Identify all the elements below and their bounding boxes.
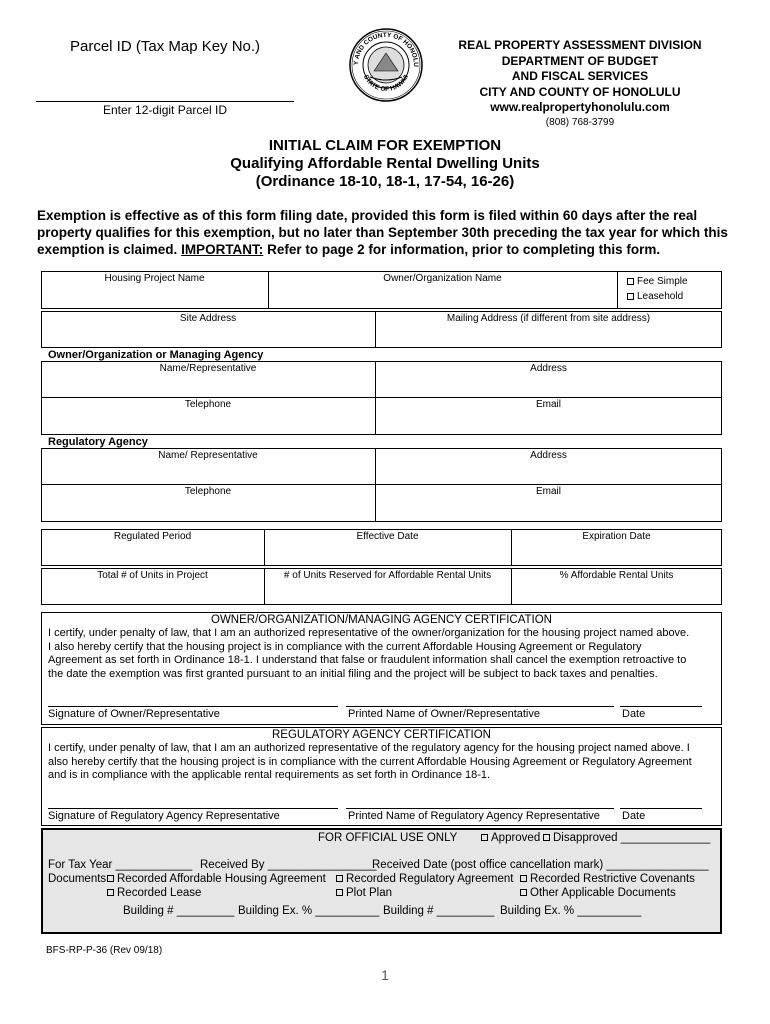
doc-option-agreement[interactable] xyxy=(107,873,326,885)
intro-text-part2: Refer to page 2 for information, prior to completing this form. xyxy=(263,242,661,257)
owner-email-field[interactable]: Email xyxy=(535,399,561,410)
page-number: 1 xyxy=(381,967,389,983)
leasehold-option[interactable] xyxy=(627,291,683,302)
owner-section-heading: Owner/Organization or Managing Agency xyxy=(48,349,264,361)
svg-text:STATE OF HAWAII: STATE OF HAWAII xyxy=(361,73,411,94)
agency-website: www.realpropertyhonolulu.com xyxy=(490,100,670,114)
owner-cert-line-3: Agreement as set forth in Ordinance 18-1. I understand that false or fraudulent information shall cancel the exemption retroactive to xyxy=(48,654,687,666)
doc-option-plot-plan[interactable] xyxy=(336,887,392,899)
site-address-field[interactable]: Site Address xyxy=(179,313,237,324)
leasehold-checkbox[interactable] xyxy=(627,293,634,300)
reg-date-label: Date xyxy=(622,810,646,822)
reg-cert-line-1: I certify, under penalty of law, that I am an authorized representative of the regulatory agency for the housing project named above. I xyxy=(48,742,690,754)
parcel-id-input-line[interactable] xyxy=(36,101,294,102)
reg-signature-line[interactable] xyxy=(48,808,338,809)
owner-cert-heading: OWNER/ORGANIZATION/MANAGING AGENCY CERTIFICATION xyxy=(211,614,552,626)
agency-block xyxy=(440,38,720,129)
owner-date-line[interactable] xyxy=(620,706,702,707)
reg-telephone-field[interactable]: Telephone xyxy=(184,486,232,497)
doc-option-lease[interactable] xyxy=(107,887,201,899)
reg-printed-name-label: Printed Name of Regulatory Agency Representative xyxy=(348,810,600,822)
owner-telephone-field[interactable]: Telephone xyxy=(184,399,232,410)
mailing-address-field[interactable]: Mailing Address (if different from site address) xyxy=(446,313,651,324)
owner-printed-name-line[interactable] xyxy=(346,706,614,707)
intro-important: IMPORTANT: xyxy=(181,242,264,257)
tax-year-field[interactable]: For Tax Year ____________ xyxy=(48,859,193,871)
owner-address-field[interactable]: Address xyxy=(530,363,567,374)
owner-cert-line-2: I also hereby certify that the housing project is in compliance with the current Affordable Housing Agreement or Regulatory xyxy=(48,640,642,653)
doc-agreement-checkbox[interactable] xyxy=(107,875,114,882)
reg-date-line[interactable] xyxy=(620,808,702,809)
agency-line-3: AND FISCAL SERVICES xyxy=(511,69,649,83)
leasehold-label: Leasehold xyxy=(637,291,684,302)
disapproved-option[interactable] xyxy=(543,832,710,844)
owner-signature-line[interactable] xyxy=(48,706,338,707)
reg-printed-name-line[interactable] xyxy=(346,808,614,809)
doc-lease-label: Recorded Lease xyxy=(117,887,202,899)
expiration-date-field[interactable]: Expiration Date xyxy=(582,531,651,542)
owner-date-label: Date xyxy=(622,708,646,720)
owner-cert-line-4: the date the exemption was first granted pursuant to an initial filing and the project will be subject to back taxes and penalties. xyxy=(48,667,658,680)
agency-line-1: REAL PROPERTY ASSESSMENT DIVISION xyxy=(458,38,702,52)
reg-address-field[interactable]: Address xyxy=(530,450,567,461)
owner-cert-line-1: I certify, under penalty of law, that I am an authorized representative of the owner/organization for the housing project named above. xyxy=(48,627,690,639)
documents-label: Documents xyxy=(48,873,107,885)
reg-cert-heading: REGULATORY AGENCY CERTIFICATION xyxy=(272,729,491,741)
reg-email-field[interactable]: Email xyxy=(535,486,561,497)
owner-name-rep-field[interactable]: Name/Representative xyxy=(159,363,257,374)
fee-simple-label: Fee Simple xyxy=(637,276,688,287)
total-units-field[interactable]: Total # of Units in Project xyxy=(97,570,208,581)
intro-text xyxy=(37,207,737,258)
doc-plot-plan-checkbox[interactable] xyxy=(336,889,343,896)
building-number-2-field[interactable]: Building # _________ xyxy=(383,905,495,917)
reg-cert-line-2: also hereby certify that the housing project is in compliance with the current Affordable Housing Agreement or Regulatory Agreement xyxy=(48,755,692,768)
effective-date-field[interactable]: Effective Date xyxy=(356,531,419,542)
building-ex-2-field[interactable]: Building Ex. % __________ xyxy=(500,905,642,917)
owner-org-name-field[interactable]: Owner/Organization Name xyxy=(383,273,502,284)
owner-signature-label: Signature of Owner/Representative xyxy=(48,708,220,720)
disapproved-checkbox[interactable] xyxy=(543,834,550,841)
disapproved-label: Disapproved ______________ xyxy=(553,832,711,844)
owner-cert-text xyxy=(48,627,720,681)
official-use-heading: FOR OFFICIAL USE ONLY xyxy=(318,832,458,844)
received-by-field[interactable]: Received By _________________ xyxy=(200,859,377,871)
agency-line-4: CITY AND COUNTY OF HONOLULU xyxy=(479,84,681,99)
svg-text:CITY AND COUNTY OF HONOLULU: Y AND COUNTY OF HONOLU xyxy=(352,31,420,68)
reg-section-heading: Regulatory Agency xyxy=(48,436,148,448)
regulated-period-field[interactable]: Regulated Period xyxy=(113,531,192,542)
received-date-field[interactable]: Received Date (post office cancellation mark) ________________ xyxy=(372,859,709,871)
form-number: BFS-RP-P-36 (Rev 09/18) xyxy=(46,945,163,956)
doc-option-covenants[interactable] xyxy=(520,873,695,885)
parcel-hint: Enter 12-digit Parcel ID xyxy=(103,103,228,117)
doc-regulatory-label: Recorded Regulatory Agreement xyxy=(346,873,514,885)
title-line-3: (Ordinance 18-10, 18-1, 17-54, 16-26) xyxy=(255,173,515,190)
form-title xyxy=(0,137,770,191)
building-number-1-field[interactable]: Building # _________ xyxy=(123,905,235,917)
reg-name-rep-field[interactable]: Name/ Representative xyxy=(158,450,258,461)
pct-affordable-field[interactable]: % Affordable Rental Units xyxy=(559,570,674,581)
building-ex-1-field[interactable]: Building Ex. % __________ xyxy=(238,905,380,917)
fee-simple-option[interactable] xyxy=(627,276,688,287)
city-seal-logo xyxy=(348,27,424,103)
title-line-2: Qualifying Affordable Rental Dwelling Units xyxy=(230,155,540,172)
approved-checkbox[interactable] xyxy=(481,834,488,841)
doc-plot-plan-label: Plot Plan xyxy=(346,887,393,899)
doc-regulatory-checkbox[interactable] xyxy=(336,875,343,882)
title-line-1: INITIAL CLAIM FOR EXEMPTION xyxy=(268,137,502,154)
doc-other-checkbox[interactable] xyxy=(520,889,527,896)
doc-covenants-label: Recorded Restrictive Covenants xyxy=(530,873,695,885)
intro-text-part1: Exemption is effective as of this form filing date, provided this form is filed within 60 days after the real property qualifies for this exemption, but no later than September 30th preceding the tax year for which this exemption is claimed. xyxy=(37,208,728,257)
approved-label: Approved xyxy=(491,832,541,844)
doc-lease-checkbox[interactable] xyxy=(107,889,114,896)
reg-cert-line-3: and is in compliance with the applicable rental requirements as set forth in Ordinance 18-1. xyxy=(48,769,491,781)
units-reserved-field[interactable]: # of Units Reserved for Affordable Rental Units xyxy=(283,570,492,581)
doc-option-other[interactable] xyxy=(520,887,676,899)
parcel-title: Parcel ID (Tax Map Key No.) xyxy=(70,38,261,55)
owner-printed-name-label: Printed Name of Owner/Representative xyxy=(348,708,540,720)
doc-agreement-label: Recorded Affordable Housing Agreement xyxy=(117,873,326,885)
fee-simple-checkbox[interactable] xyxy=(627,278,634,285)
housing-project-name-field[interactable]: Housing Project Name xyxy=(104,273,205,284)
doc-covenants-checkbox[interactable] xyxy=(520,875,527,882)
doc-other-label: Other Applicable Documents xyxy=(530,887,676,899)
agency-line-2: DEPARTMENT OF BUDGET xyxy=(501,53,659,68)
agency-phone: (808) 768-3799 xyxy=(545,116,615,128)
reg-signature-label: Signature of Regulatory Agency Representative xyxy=(48,810,280,822)
doc-option-regulatory[interactable] xyxy=(336,873,514,885)
reg-cert-text xyxy=(48,742,720,783)
approved-option[interactable] xyxy=(481,832,540,844)
